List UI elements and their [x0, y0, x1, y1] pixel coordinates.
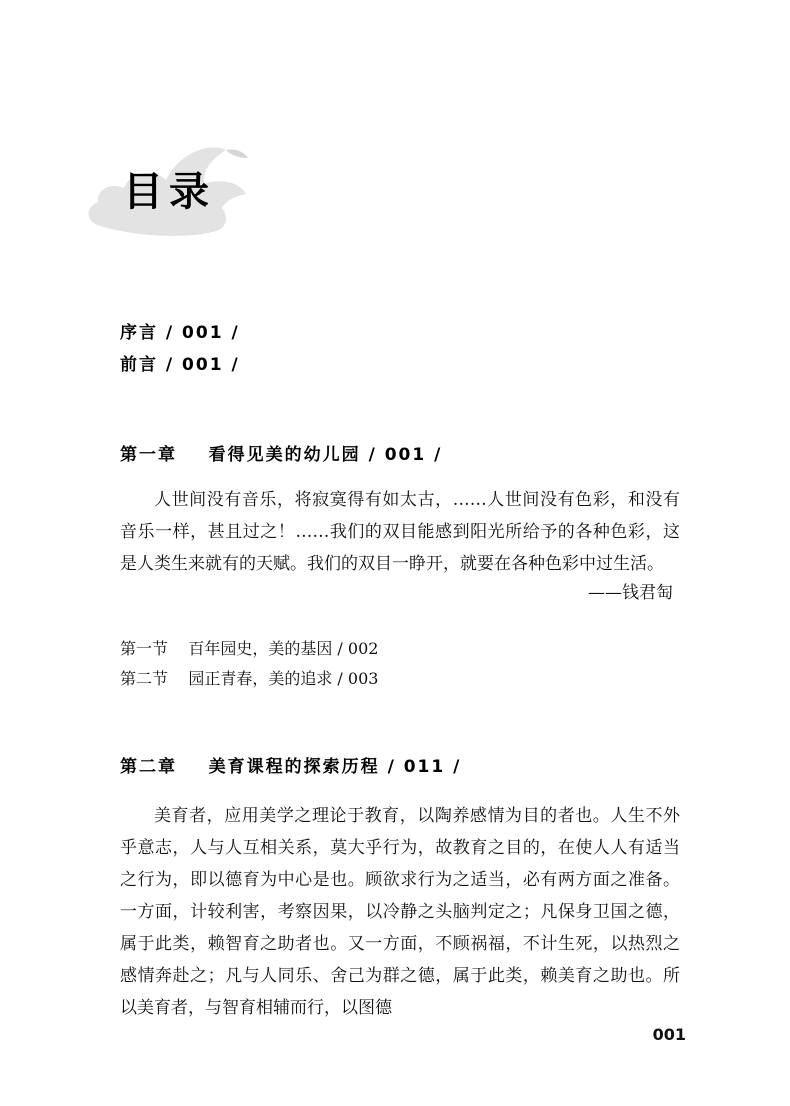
epigraph-author: ——钱君匋 [588, 583, 673, 603]
chapter-1-heading: 第一章 看得见美的幼儿园 / 001 / [120, 445, 443, 465]
chapter-2-epigraph: 美育者，应用美学之理论于教育，以陶养感情为目的者也。人生不外乎意志，人与人互相关系，莫大乎行为，故教育之目的，在使人人有适当之行为，即以德育为中心是也。顾欲求行为之适当，必有两方面之准备。一方面，计较利害，考察因果，以冷静之头脑判定之；凡保身卫国之德，属于此类，赖智育之助者也。又一方面，不顾祸福，不计生死，以热烈之感情奔赴之；凡与人同乐、舍己为群之德，属于此类，赖美育之助也。所以美育者，与智育相辅而行，以图德 [120, 806, 680, 1018]
toc-section-1-1: 第一节 百年园史，美的基因 / 002 [120, 639, 379, 658]
page-number: 001 [652, 1025, 686, 1044]
toc-preface: 序言 / 001 / [120, 323, 240, 343]
chapter-2-heading: 第二章 美育课程的探索历程 / 011 / [120, 757, 462, 777]
toc-section-1-2: 第二节 园正青春，美的追求 / 003 [120, 669, 379, 688]
chapter-1-epigraph: 人世间没有音乐，将寂寞得有如太古，……人世间没有色彩，和没有音乐一样，甚且过之！……我们的双目能感到阳光所给予的各种色彩，这是人类生来就有的天赋。我们的双目一睁开，就要在各种色彩中过生活。 [120, 490, 680, 574]
page-title: 目录 [123, 169, 215, 215]
toc-foreword: 前言 / 001 / [120, 355, 240, 375]
